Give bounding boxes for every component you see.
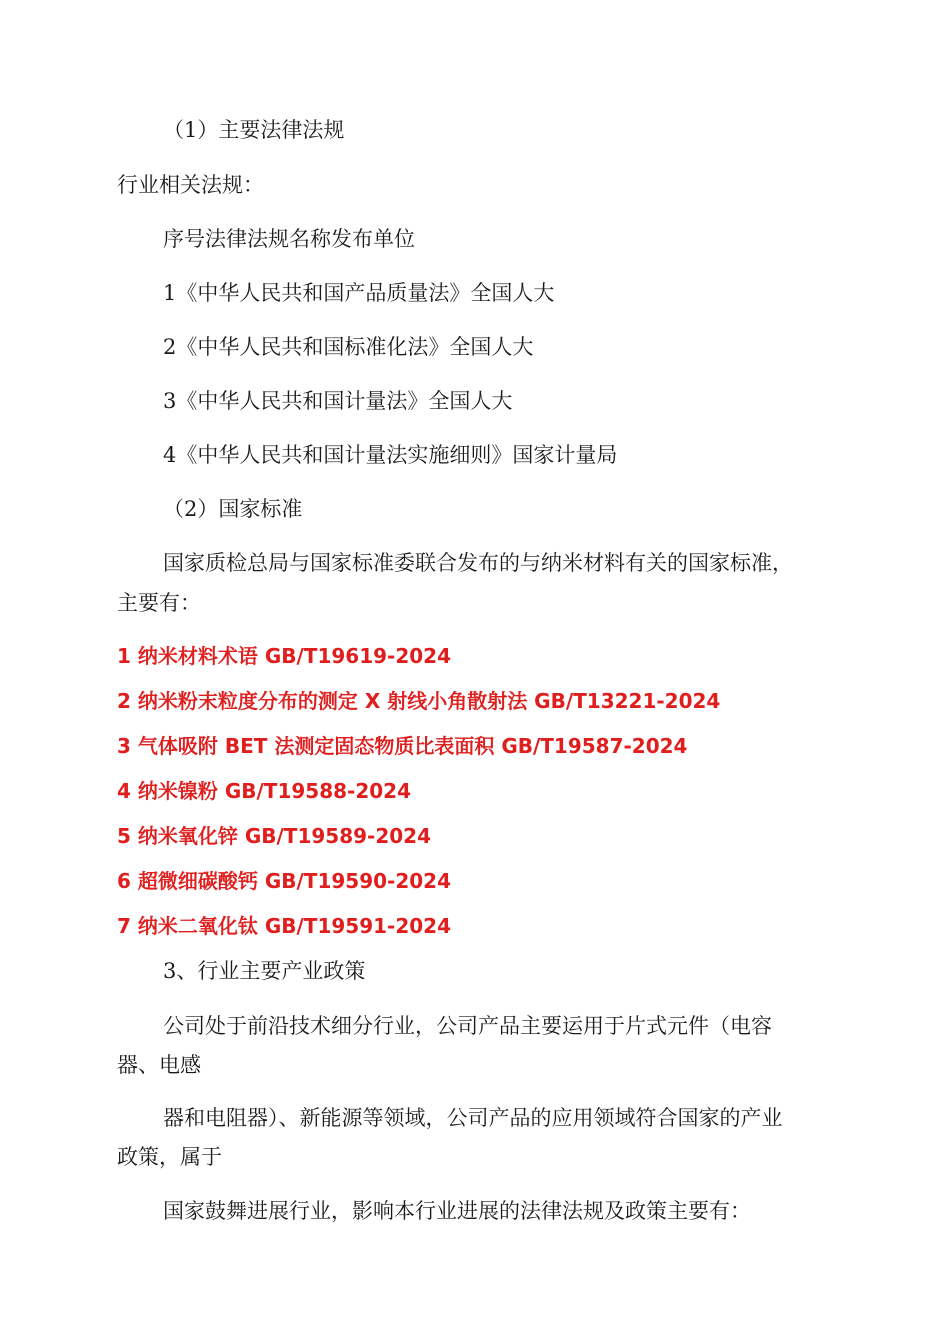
- law-item: 3《中华人民共和国计量法》全国人大: [163, 389, 513, 413]
- law-item: 2《中华人民共和国标准化法》全国人大: [163, 335, 534, 359]
- policy-paragraph-2-line-1: 器和电阻器）、新能源等领域，公司产品的应用领域符合国家的产业: [163, 1106, 783, 1130]
- section-3-heading: 3、行业主要产业政策: [163, 959, 366, 983]
- law-item: 4《中华人民共和国计量法实施细则》国家计量局: [163, 443, 618, 467]
- standard-item: 6 超微细碳酸钙 GB/T19590-2024: [117, 869, 451, 893]
- standards-intro-line-2: 主要有：: [117, 591, 201, 615]
- standard-item: 7 纳米二氧化钛 GB/T19591-2024: [117, 914, 451, 938]
- policy-paragraph-3: 国家鼓舞进展行业，影响本行业进展的法律法规及政策主要有：: [163, 1199, 751, 1223]
- standard-item: 5 纳米氧化锌 GB/T19589-2024: [117, 824, 431, 848]
- table-header: 序号法律法规名称发布单位: [163, 227, 415, 251]
- policy-paragraph-1-line-2: 器、电感: [117, 1053, 201, 1077]
- standard-item: 1 纳米材料术语 GB/T19619-2024: [117, 644, 451, 668]
- policy-paragraph-2-line-2: 政策，属于: [117, 1145, 222, 1169]
- industry-regulations-label: 行业相关法规：: [117, 173, 264, 197]
- section-1-heading: （1）主要法律法规: [163, 118, 345, 142]
- standard-item: 2 纳米粉末粒度分布的测定 X 射线小角散射法 GB/T13221-2024: [117, 689, 721, 713]
- section-2-heading: （2）国家标准: [163, 497, 303, 521]
- standard-item: 4 纳米镍粉 GB/T19588-2024: [117, 779, 411, 803]
- standards-intro-line-1: 国家质检总局与国家标准委联合发布的与纳米材料有关的国家标准，: [163, 551, 793, 575]
- law-item: 1《中华人民共和国产品质量法》全国人大: [163, 281, 555, 305]
- policy-paragraph-1-line-1: 公司处于前沿技术细分行业，公司产品主要运用于片式元件（电容: [163, 1014, 772, 1038]
- standard-item: 3 气体吸附 BET 法测定固态物质比表面积 GB/T19587-2024: [117, 734, 688, 758]
